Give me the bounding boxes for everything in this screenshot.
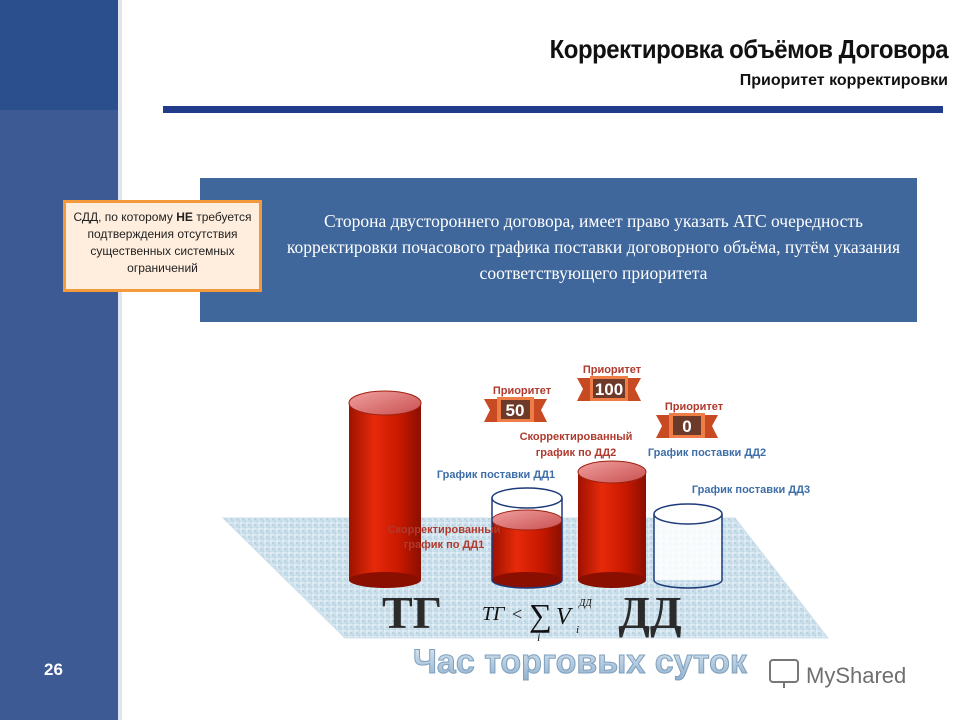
dd-big-label: ДД [618, 587, 682, 638]
tg-big-label: ТГ [382, 587, 442, 638]
watermark [770, 660, 906, 688]
priority-value: 0 [682, 417, 692, 436]
label-dd3-schedule: График поставки ДД3 [691, 484, 811, 496]
banner-text: Сторона двустороннего договора, имеет право указать АТС очередность корректировки почасового графика поставки договорного объёма, путём указания соответствующего приоритета [286, 211, 901, 283]
formula-lhs: ТГ [482, 603, 505, 625]
dd3-cylinder [654, 504, 722, 588]
priority-label: Приоритет [582, 364, 642, 376]
priority-label: Приоритет [664, 401, 724, 413]
priority-badge-dd3 [656, 401, 724, 438]
label-dd1-schedule: График поставки ДД1 [436, 469, 556, 481]
formula-sum: ∑ [529, 597, 552, 633]
hour-caption: Час торговых суток [413, 643, 747, 681]
label-dd2-corrected-line2: график по ДД2 [535, 447, 617, 459]
formula-sup: ДД [579, 598, 592, 609]
page-number: 26 [44, 660, 63, 679]
formula-var: V [556, 604, 571, 630]
tg-cylinder [349, 391, 421, 588]
callout-text-after: требуется подтверждения отсутствия существенных системных ограничений [87, 210, 252, 275]
page-title: Корректировка объёмов Договора [549, 34, 948, 64]
callout-text-bold: НЕ [176, 210, 193, 224]
callout-text-before: СДД, по которому [73, 210, 177, 224]
watermark-text: MyShared [806, 663, 907, 688]
label-dd1-corrected-line2: график по ДД1 [403, 539, 485, 551]
formula-op: < [512, 604, 523, 624]
formula-sub: i [576, 624, 580, 636]
label-dd2-schedule: График поставки ДД2 [647, 447, 767, 459]
page-subtitle: Приоритет корректировки [739, 72, 948, 89]
priority-value: 100 [594, 380, 624, 399]
priority-label: Приоритет [492, 385, 552, 397]
priority-badge-dd1 [484, 385, 552, 422]
dd2-cylinder [578, 461, 646, 588]
priority-value: 50 [505, 401, 525, 420]
priority-badge-dd2 [577, 364, 642, 401]
label-dd2-corrected-line1: Скорректированный [519, 431, 633, 443]
presentation-icon [770, 660, 798, 682]
label-dd1-corrected-line1: Скорректированный [387, 524, 501, 536]
dd1-cylinder [492, 488, 562, 588]
formula-index: i [537, 630, 541, 644]
